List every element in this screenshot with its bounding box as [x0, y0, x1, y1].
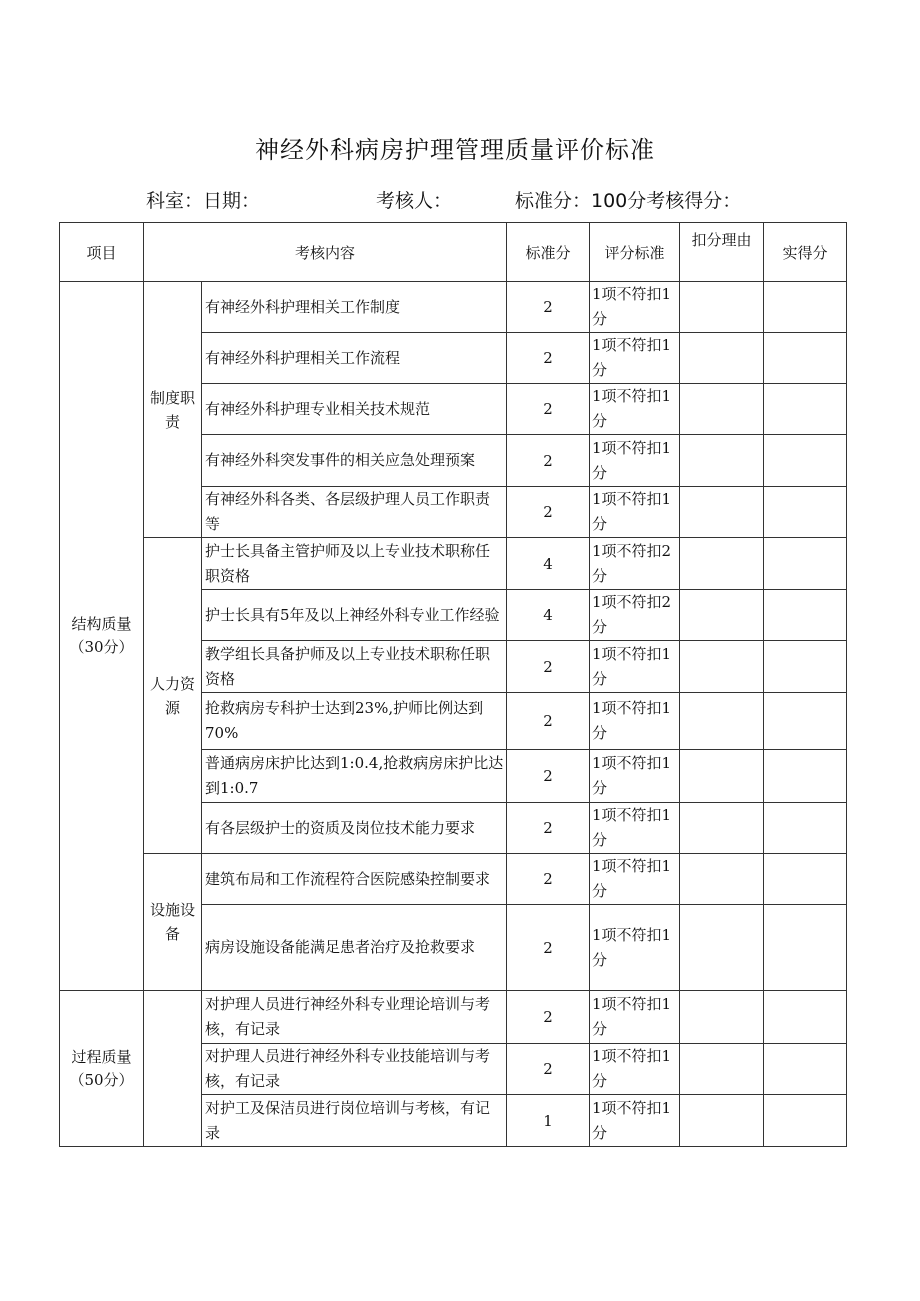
row-criteria: 1项不符扣1分	[590, 282, 680, 333]
deduction-reason-cell[interactable]	[680, 590, 764, 641]
actual-score-cell[interactable]	[764, 487, 847, 538]
deduction-reason-cell[interactable]	[680, 905, 764, 991]
row-criteria: 1项不符扣1分	[590, 803, 680, 854]
row-criteria: 1项不符扣1分	[590, 750, 680, 803]
row-criteria: 1项不符扣1分	[590, 641, 680, 693]
actual-score-cell[interactable]	[764, 693, 847, 750]
header-deduction-reason: 扣分理由	[680, 223, 764, 282]
row-criteria: 1项不符扣1分	[590, 487, 680, 538]
row-criteria: 1项不符扣1分	[590, 435, 680, 487]
evaluation-table	[59, 222, 847, 1147]
deduction-reason-cell[interactable]	[680, 1044, 764, 1095]
table-header-row	[60, 223, 847, 282]
category-structure-quality	[60, 282, 144, 991]
group-facilities	[144, 854, 202, 991]
row-score: 2	[507, 435, 590, 487]
actual-score-cell[interactable]	[764, 854, 847, 905]
category-label: 结构质量（30分）	[69, 615, 134, 656]
row-score: 2	[507, 1044, 590, 1095]
row-criteria: 1项不符扣2分	[590, 590, 680, 641]
actual-score-cell[interactable]	[764, 1044, 847, 1095]
group-label: 人力资源	[149, 674, 195, 717]
row-content: 对护理人员进行神经外科专业技能培训与考核，有记录	[202, 1044, 507, 1095]
header-criteria: 评分标准	[590, 223, 680, 282]
header-actual-score: 实得分	[764, 223, 847, 282]
deduction-reason-cell[interactable]	[680, 854, 764, 905]
row-content: 对护理人员进行神经外科专业理论培训与考核，有记录	[202, 991, 507, 1044]
deduction-reason-cell[interactable]	[680, 333, 764, 384]
row-content: 抢救病房专科护士达到23%,护师比例达到70%	[202, 693, 507, 750]
row-score: 2	[507, 384, 590, 435]
row-score: 2	[507, 641, 590, 693]
group-label: 制度职责	[149, 388, 195, 431]
row-score: 2	[507, 282, 590, 333]
row-content: 有各层级护士的资质及岗位技术能力要求	[202, 803, 507, 854]
deduction-reason-cell[interactable]	[680, 1095, 764, 1147]
actual-score-cell[interactable]	[764, 590, 847, 641]
deduction-reason-cell[interactable]	[680, 384, 764, 435]
department-date-field: 科室：日期：	[146, 190, 261, 212]
deduction-reason-cell[interactable]	[680, 693, 764, 750]
row-criteria: 1项不符扣1分	[590, 1044, 680, 1095]
actual-score-cell[interactable]	[764, 803, 847, 854]
row-criteria: 1项不符扣1分	[590, 333, 680, 384]
actual-score-cell[interactable]	[764, 282, 847, 333]
table-row	[60, 538, 847, 590]
actual-score-cell[interactable]	[764, 905, 847, 991]
deduction-reason-cell[interactable]	[680, 538, 764, 590]
row-score: 2	[507, 803, 590, 854]
row-score: 4	[507, 538, 590, 590]
row-content: 有神经外科护理相关工作制度	[202, 282, 507, 333]
row-score: 2	[507, 487, 590, 538]
deduction-reason-cell[interactable]	[680, 435, 764, 487]
actual-score-cell[interactable]	[764, 435, 847, 487]
row-criteria: 1项不符扣1分	[590, 1095, 680, 1147]
row-content: 教学组长具备护师及以上专业技术职称任职资格	[202, 641, 507, 693]
header-fields	[146, 186, 742, 213]
category-label: 过程质量（50分）	[69, 1047, 134, 1089]
row-score: 2	[507, 333, 590, 384]
table-row	[60, 282, 847, 333]
row-content: 有神经外科突发事件的相关应急处理预案	[202, 435, 507, 487]
table-row	[60, 854, 847, 905]
deduction-reason-cell[interactable]	[680, 750, 764, 803]
actual-score-cell[interactable]	[764, 991, 847, 1044]
row-content: 护士长具有5年及以上神经外科专业工作经验	[202, 590, 507, 641]
row-content: 有神经外科各类、各层级护理人员工作职责等	[202, 487, 507, 538]
table-row	[60, 991, 847, 1044]
row-score: 4	[507, 590, 590, 641]
row-criteria: 1项不符扣1分	[590, 384, 680, 435]
row-content: 对护工及保洁员进行岗位培训与考核，有记录	[202, 1095, 507, 1147]
header-standard-score: 标准分	[507, 223, 590, 282]
row-score: 1	[507, 1095, 590, 1147]
examiner-field: 考核人：	[376, 190, 453, 212]
deduction-reason-cell[interactable]	[680, 487, 764, 538]
row-criteria: 1项不符扣1分	[590, 905, 680, 991]
row-score: 2	[507, 750, 590, 803]
row-criteria: 1项不符扣2分	[590, 538, 680, 590]
group-process	[144, 991, 202, 1147]
row-criteria: 1项不符扣1分	[590, 991, 680, 1044]
row-criteria: 1项不符扣1分	[590, 854, 680, 905]
group-human-resources	[144, 538, 202, 854]
row-content: 护士长具备主管护师及以上专业技术职称任职资格	[202, 538, 507, 590]
row-score: 2	[507, 693, 590, 750]
row-score: 2	[507, 905, 590, 991]
row-score: 2	[507, 854, 590, 905]
row-content: 普通病房床护比达到1:0.4,抢救病房床护比达到1:0.7	[202, 750, 507, 803]
row-content: 有神经外科护理专业相关技术规范	[202, 384, 507, 435]
actual-score-cell[interactable]	[764, 750, 847, 803]
row-content: 建筑布局和工作流程符合医院感染控制要求	[202, 854, 507, 905]
group-system-duty	[144, 282, 202, 538]
row-content: 有神经外科护理相关工作流程	[202, 333, 507, 384]
actual-score-cell[interactable]	[764, 1095, 847, 1147]
deduction-reason-cell[interactable]	[680, 641, 764, 693]
deduction-reason-cell[interactable]	[680, 282, 764, 333]
actual-score-cell[interactable]	[764, 384, 847, 435]
row-criteria: 1项不符扣1分	[590, 693, 680, 750]
page-title: 神经外科病房护理管理质量评价标准	[255, 136, 655, 164]
actual-score-cell[interactable]	[764, 538, 847, 590]
row-score: 2	[507, 991, 590, 1044]
deduction-reason-cell[interactable]	[680, 803, 764, 854]
actual-score-cell[interactable]	[764, 333, 847, 384]
header-project: 项目	[60, 223, 144, 282]
group-label: 设施设备	[149, 901, 195, 943]
header-content: 考核内容	[144, 223, 507, 282]
row-content: 病房设施设备能满足患者治疗及抢救要求	[202, 905, 507, 991]
score-field: 标准分：100分考核得分：	[515, 190, 742, 212]
actual-score-cell[interactable]	[764, 641, 847, 693]
category-process-quality	[60, 991, 144, 1147]
deduction-reason-cell[interactable]	[680, 991, 764, 1044]
